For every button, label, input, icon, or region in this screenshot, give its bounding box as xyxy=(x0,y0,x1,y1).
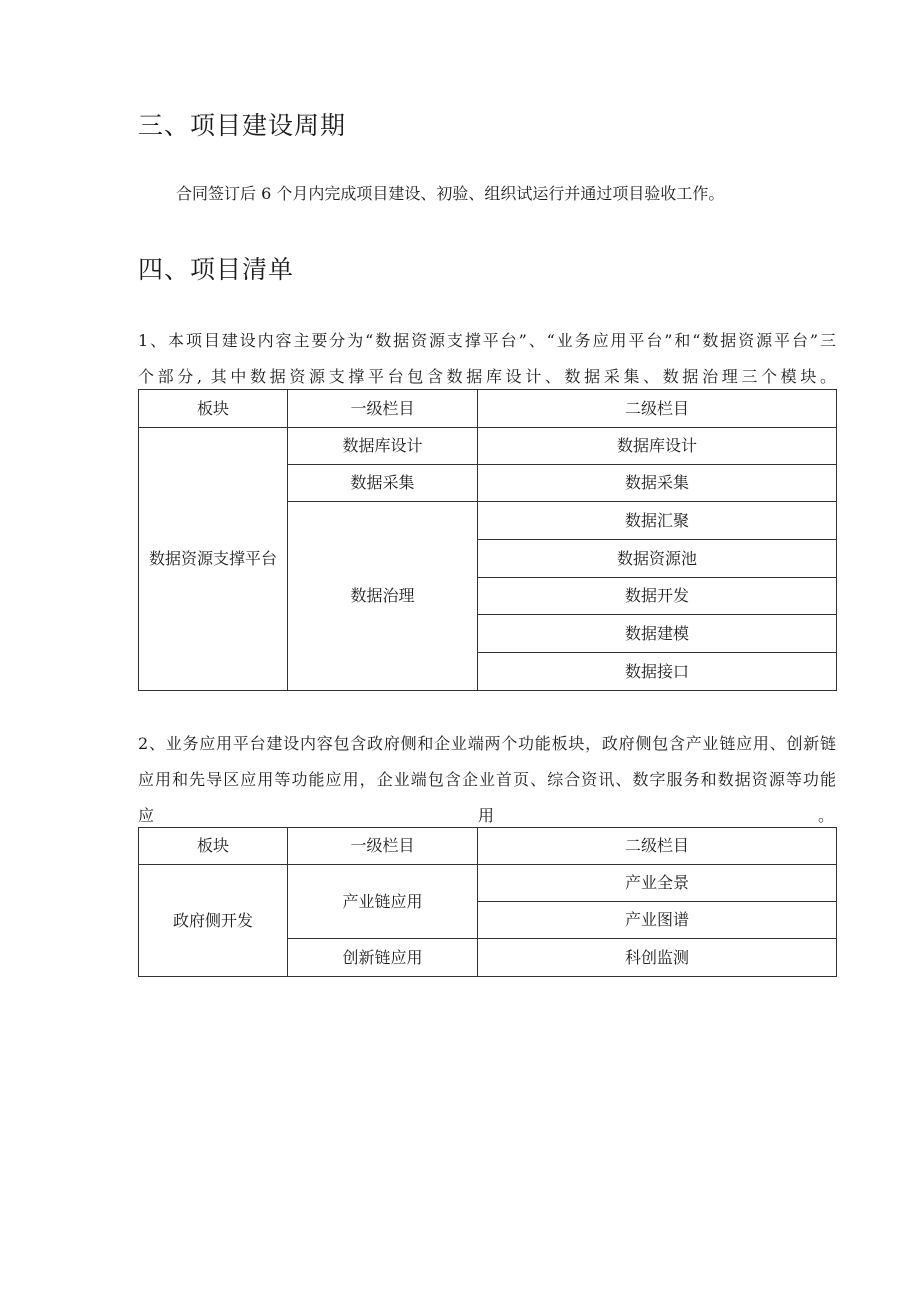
header-level2: 二级栏目 xyxy=(478,828,837,865)
section4-para2-line3-start: 应 xyxy=(138,806,155,825)
table-header-row xyxy=(139,390,837,428)
header-level1: 一级栏目 xyxy=(288,390,478,428)
level1-cell: 产业链应用 xyxy=(288,865,478,939)
level2-cell: 产业全景 xyxy=(478,865,837,902)
level1-cell: 创新链应用 xyxy=(288,939,478,977)
table-header-row xyxy=(139,828,837,865)
section4-para1-line1: 1、本项目建设内容主要分为“数据资源支撑平台”、“业务应用平台”和“数据资源平台”三 xyxy=(138,331,836,350)
section3-body: 合同签订后 6 个月内完成项目建设、初验、组织试运行并通过项目验收工作。 xyxy=(176,184,725,203)
level1-cell: 数据库设计 xyxy=(288,428,478,465)
table-data-support-platform xyxy=(138,389,837,691)
level2-cell: 产业图谱 xyxy=(478,902,837,939)
section4-para2-line2: 应用和先导区应用等功能应用，企业端包含企业首页、综合资讯、数字服务和数据资源等功能 xyxy=(138,770,836,789)
table-business-platform xyxy=(138,827,837,977)
level2-cell: 数据采集 xyxy=(478,465,837,502)
level1-cell: 数据采集 xyxy=(288,465,478,502)
section4-heading: 四、项目清单 xyxy=(138,255,295,284)
level1-cell: 数据治理 xyxy=(288,502,478,691)
level2-cell: 数据库设计 xyxy=(478,428,837,465)
level2-cell: 数据资源池 xyxy=(478,540,837,578)
section4-para2-line3-end: 。 xyxy=(818,806,835,825)
header-block: 板块 xyxy=(139,828,288,865)
level2-cell: 数据建模 xyxy=(478,615,837,653)
header-block: 板块 xyxy=(139,390,288,428)
header-level1: 一级栏目 xyxy=(288,828,478,865)
level2-cell: 数据接口 xyxy=(478,653,837,691)
header-level2: 二级栏目 xyxy=(478,390,837,428)
level2-cell: 数据汇聚 xyxy=(478,502,837,540)
block-cell: 数据资源支撑平台 xyxy=(139,428,288,691)
block-cell: 政府侧开发 xyxy=(139,865,288,977)
table-row xyxy=(139,428,837,465)
section3-heading: 三、项目建设周期 xyxy=(138,111,347,140)
table-row xyxy=(139,865,837,902)
section4-para1-line2: 个部分, 其中数据资源支撑平台包含数据库设计、数据采集、数据治理三个模块。 xyxy=(138,367,836,386)
section4-para2-line1: 2、业务应用平台建设内容包含政府侧和企业端两个功能板块，政府侧包含产业链应用、创新链 xyxy=(138,734,836,753)
level2-cell: 数据开发 xyxy=(478,578,837,615)
section4-para2-line3-mid: 用 xyxy=(478,806,495,825)
level2-cell: 科创监测 xyxy=(478,939,837,977)
